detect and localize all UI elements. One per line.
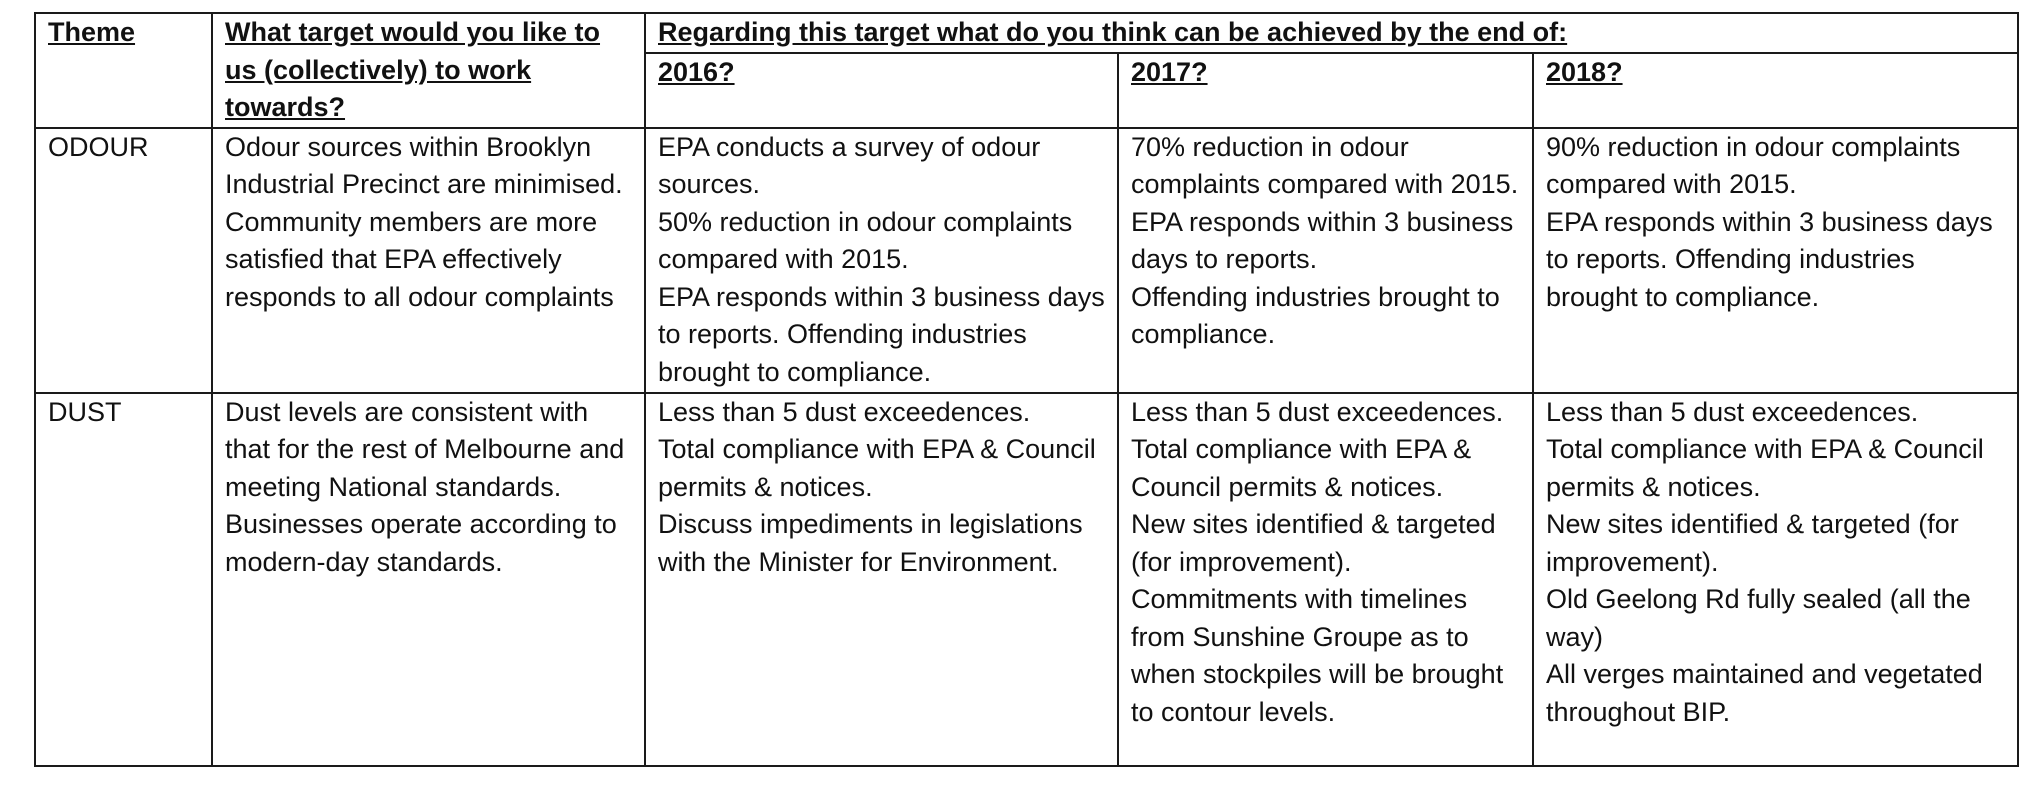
achievement-line: New sites identified & targeted (for improvement).: [1131, 509, 1496, 577]
header-regarding-cell: [645, 13, 2018, 53]
achievement-line: Less than 5 dust exceedences.: [1546, 396, 1919, 427]
achievement-line: EPA responds within 3 business days to reports. Offending industries brought to compliance.: [658, 281, 1105, 387]
achievement-line: 50% reduction in odour complaints compared with 2015.: [658, 206, 1073, 274]
target-line: Businesses operate according to modern-day standards.: [225, 509, 617, 577]
header-theme-cell: [35, 13, 212, 128]
year-2018-cell: [1533, 393, 2018, 766]
achievement-line: 70% reduction in odour complaints compared with 2015.: [1131, 131, 1519, 199]
achievement-line: New sites identified & targeted (for improvement).: [1546, 509, 1959, 577]
targets-table: [34, 12, 2019, 767]
achievement-line: EPA responds within 3 business days to reports.: [1131, 206, 1514, 274]
achievement-line: Total compliance with EPA & Council permits & notices.: [1546, 434, 1984, 502]
target-line: Dust levels are consistent with that for the rest of Melbourne and meeting National standards.: [225, 396, 625, 502]
table-row-odour: [35, 128, 2018, 393]
achievement-line: Discuss impediments in legislations with the Minister for Environment.: [658, 509, 1083, 577]
header-row-1: [35, 13, 2018, 53]
target-line: Community members are more satisfied that EPA effectively responds to all odour complaints: [225, 206, 614, 312]
header-theme: Theme: [48, 17, 136, 47]
table-row-dust: [35, 393, 2018, 766]
header-target: What target would you like to us (collectively) to work towards?: [225, 17, 601, 122]
achievement-line: Less than 5 dust exceedences.: [1131, 396, 1504, 427]
achievement-line: EPA conducts a survey of odour sources.: [658, 131, 1041, 199]
header-year-2017-cell: [1118, 53, 1533, 128]
target-line: Odour sources within Brooklyn Industrial Precinct are minimised.: [225, 131, 623, 199]
achievement-line: EPA responds within 3 business days to reports. Offending industries brought to compliance.: [1546, 206, 1993, 312]
achievement-line: All verges maintained and vegetated throughout BIP.: [1546, 659, 1983, 727]
theme-cell: [35, 128, 212, 393]
year-2016-cell: [645, 128, 1118, 393]
achievement-line: Less than 5 dust exceedences.: [658, 396, 1031, 427]
achievement-line: Offending industries brought to compliance.: [1131, 281, 1500, 349]
header-year-2018: 2018?: [1546, 56, 1623, 87]
achievement-line: Old Geelong Rd fully sealed (all the way): [1546, 584, 1971, 652]
target-cell: [212, 128, 645, 393]
year-2017-cell: [1118, 128, 1533, 393]
theme-label: DUST: [48, 396, 122, 427]
header-year-2016-cell: [645, 53, 1118, 128]
theme-label: ODOUR: [48, 131, 149, 162]
header-target-cell: [212, 13, 645, 128]
theme-cell: [35, 393, 212, 766]
achievement-line: Total compliance with EPA & Council permits & notices.: [1131, 434, 1472, 502]
header-year-2018-cell: [1533, 53, 2018, 128]
target-cell: [212, 393, 645, 766]
achievement-line: Commitments with timelines from Sunshine Groupe as to when stockpiles will be brought to contour levels.: [1131, 584, 1504, 727]
year-2018-cell: [1533, 128, 2018, 393]
achievement-line: Total compliance with EPA & Council permits & notices.: [658, 434, 1096, 502]
header-year-2017: 2017?: [1131, 56, 1208, 87]
year-2016-cell: [645, 393, 1118, 766]
header-regarding: Regarding this target what do you think can be achieved by the end of:: [658, 17, 1568, 47]
year-2017-cell: [1118, 393, 1533, 766]
achievement-line: 90% reduction in odour complaints compared with 2015.: [1546, 131, 1961, 199]
header-year-2016: 2016?: [658, 56, 735, 87]
